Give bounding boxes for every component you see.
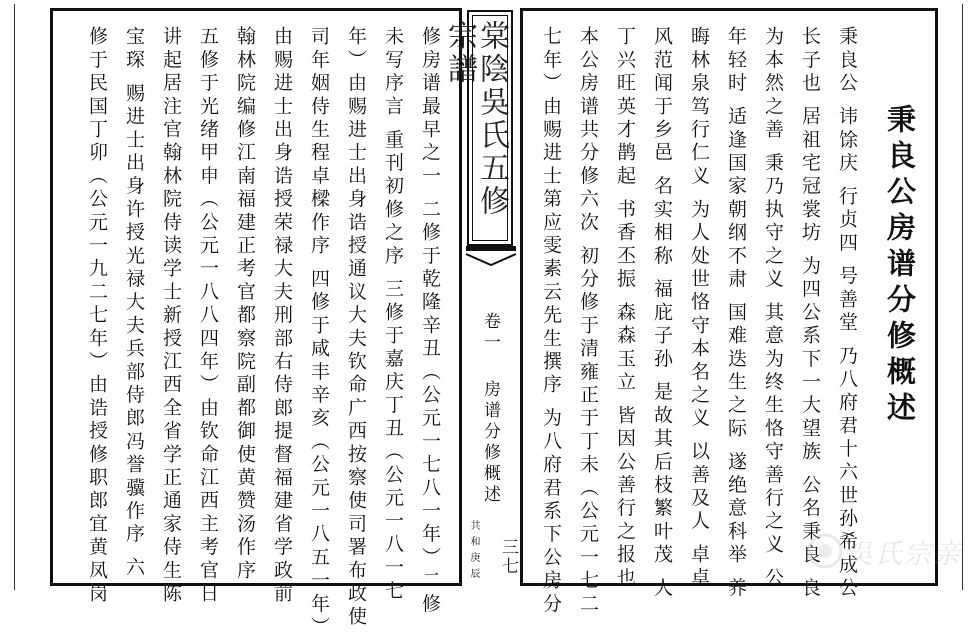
right-column-1: 秉良公 讳馀庆 行贞四 号善堂 乃八府君十六世孙希成公	[836, 26, 858, 601]
page-edge-line-right	[962, 4, 963, 590]
section-heading: 秉良公房谱分修概述	[883, 104, 917, 428]
left-column-2: 未写序言 重刊初修之序 三修于嘉庆丁丑（公元一八一七	[382, 26, 404, 604]
right-column-7: 丁兴旺英才鹊起 书香丕振 森森玉立 皆因公善行之报也	[614, 26, 636, 591]
right-column-2: 长子也 居祖宅冠裳坊 为四公系下一大望族 公名秉良 良	[799, 26, 821, 601]
watermark	[806, 528, 974, 574]
left-column-3: 年）由赐进士出身诰授通议大夫钦命广西按察使司署布政使	[345, 26, 367, 630]
watermark-text: 吳氏宗亲	[846, 539, 962, 570]
page-edge-line-left	[14, 4, 15, 590]
page-number: 三七	[498, 538, 518, 576]
right-column-6: 风范闻于乡邑 名实相称 福庇子孙 是故其后枝繁叶茂 人	[651, 26, 673, 601]
left-column-5: 由赐进士出身诰授荣禄大夫刑部右侍郎提督福建省学政前	[271, 26, 293, 606]
fishtail-ornament-icon	[462, 246, 520, 268]
book-spine	[442, 8, 520, 586]
publisher-mark: 共和庚辰	[468, 520, 479, 584]
book-title: 棠陰吳氏五修宗譜	[442, 20, 509, 218]
left-column-8: 讲起居注官翰林院侍读学士新授江西全省学正通家侍生陈	[160, 26, 182, 606]
left-column-6: 翰林院编修江南福建正考官都察院副都御使黄赞汤作序	[234, 26, 256, 583]
right-column-8: 本公房谱共分修六次 初分修于清雍正于丁未（公元一七二	[577, 26, 599, 617]
spine-title-box	[442, 10, 513, 246]
right-column-9: 七年）由赐进士第应雯素云先生撰序 为八府君系下公房分	[540, 26, 562, 617]
left-column-4: 司年姻侍生程卓樑作序 四修于咸丰辛亥（公元一八五一年）	[308, 26, 330, 639]
right-column-5: 晦林泉笃行仁义 为人处世恪守本名之义 以善及人 卓卓	[688, 26, 710, 591]
volume-label: 卷一	[480, 312, 500, 354]
section-label: 房谱分修概述	[480, 380, 500, 506]
left-column-9: 宝琛 赐进士出身许授光禄大夫兵部侍郎冯誉骥作序 六	[123, 26, 145, 581]
right-column-4: 年轻时 适逢国家朝纲不肃 国难迭生之际 遂绝意科举 养	[725, 26, 747, 601]
left-column-7: 五修于光绪甲申（公元一八八四年）由钦命江西主考官日	[197, 26, 219, 606]
watermark-seal-icon	[806, 532, 844, 570]
right-column-3: 为本然之善 秉乃执守之义 其意为终生恪守善行之义 公	[762, 26, 784, 591]
left-column-10: 修于民国丁卯（公元一九二七年）由诰授修职郎宜黄凤岗	[86, 26, 108, 606]
left-column-1: 修房谱最早之一 二修于乾隆辛丑（公元一七八一年）二修	[419, 26, 441, 617]
